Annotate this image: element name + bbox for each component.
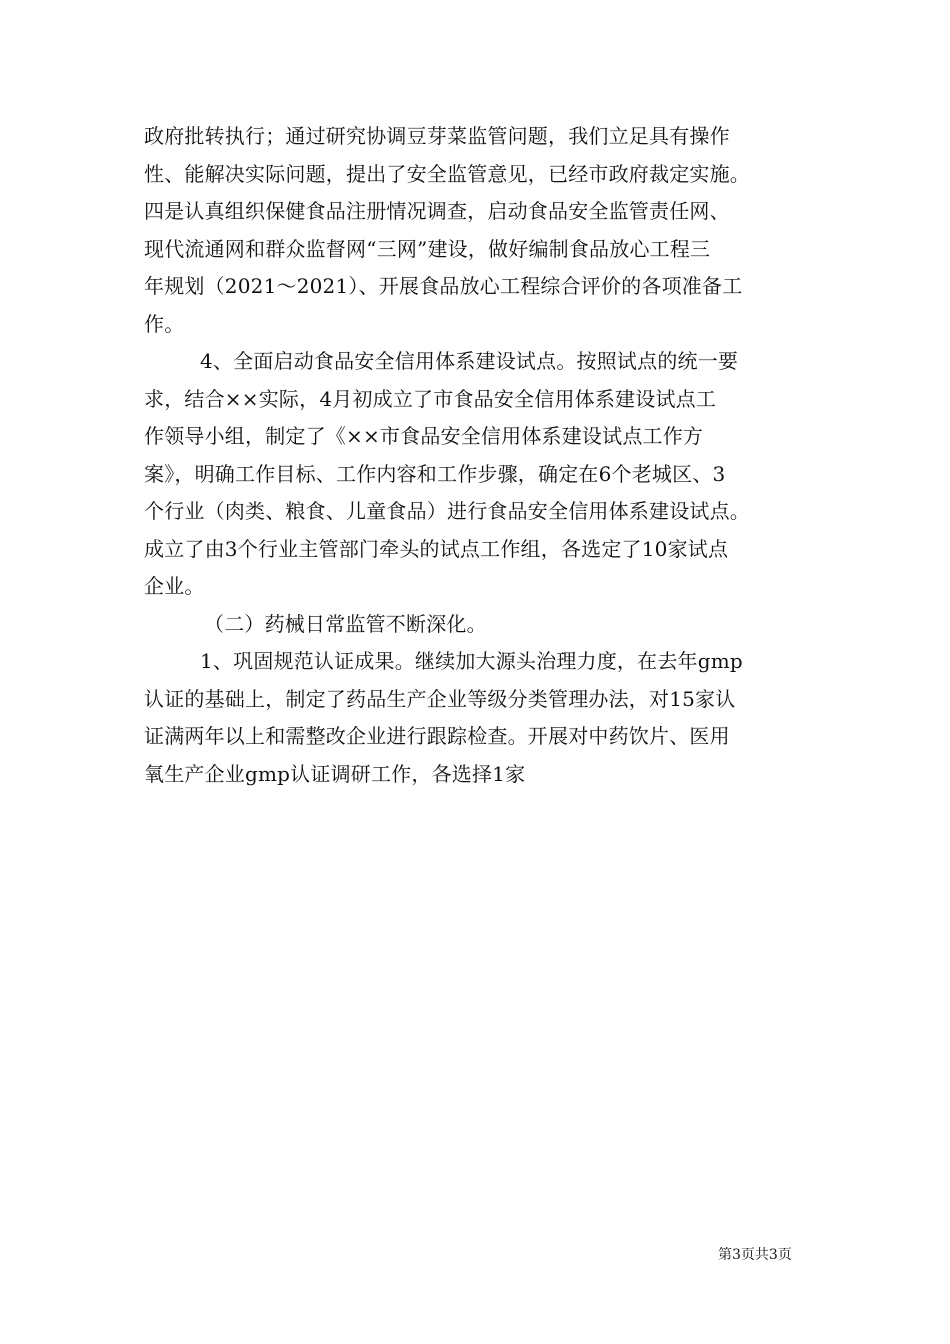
- paragraph-start: 4、全面启动食品安全信用体系建设试点。按照试点的统一要: [200, 349, 739, 373]
- text-line: 成立了由3个行业主管部门牵头的试点工作组，各选定了10家试点: [144, 536, 729, 561]
- text-line: 证满两年以上和需整改企业进行跟踪检查。开展对中药饮片、医用: [144, 724, 730, 748]
- body-text: [144, 118, 824, 793]
- text-line: 氧生产企业gmp认证调研工作，各选择1家: [144, 761, 526, 786]
- text-line: 案》，明确工作目标、工作内容和工作步骤，确定在6个老城区、3: [144, 461, 726, 486]
- text-line: 性、能解决实际问题，提出了安全监管意见，已经市政府裁定实施。: [144, 161, 750, 186]
- section-heading: （二）药械日常监管不断深化。: [204, 611, 487, 636]
- text-line: 求，结合××实际，4月初成立了市食品安全信用体系建设试点工: [144, 386, 717, 411]
- text-line: 现代流通网和群众监督网“三网”建设，做好编制食品放心工程三: [144, 236, 711, 261]
- text-line: 作。: [144, 311, 185, 336]
- text-line: 企业。: [144, 574, 205, 598]
- text-line: 作领导小组，制定了《××市食品安全信用体系建设试点工作方: [144, 424, 704, 448]
- page-number: 第3页共3页: [718, 1247, 792, 1263]
- text-line: 政府批转执行；通过研究协调豆芽菜监管问题，我们立足具有操作: [144, 124, 730, 148]
- text-line: 年规划（2021～2021）、开展食品放心工程综合评价的各项准备工: [144, 274, 743, 298]
- text-line: 认证的基础上，制定了药品生产企业等级分类管理办法，对15家认: [144, 686, 736, 711]
- text-line: 四是认真组织保健食品注册情况调查，启动食品安全监管责任网、: [144, 199, 730, 223]
- paragraph-start: 1、巩固规范认证成果。继续加大源头治理力度，在去年gmp: [200, 649, 743, 673]
- text-line: 个行业（肉类、粮食、儿童食品）进行食品安全信用体系建设试点。: [144, 499, 750, 523]
